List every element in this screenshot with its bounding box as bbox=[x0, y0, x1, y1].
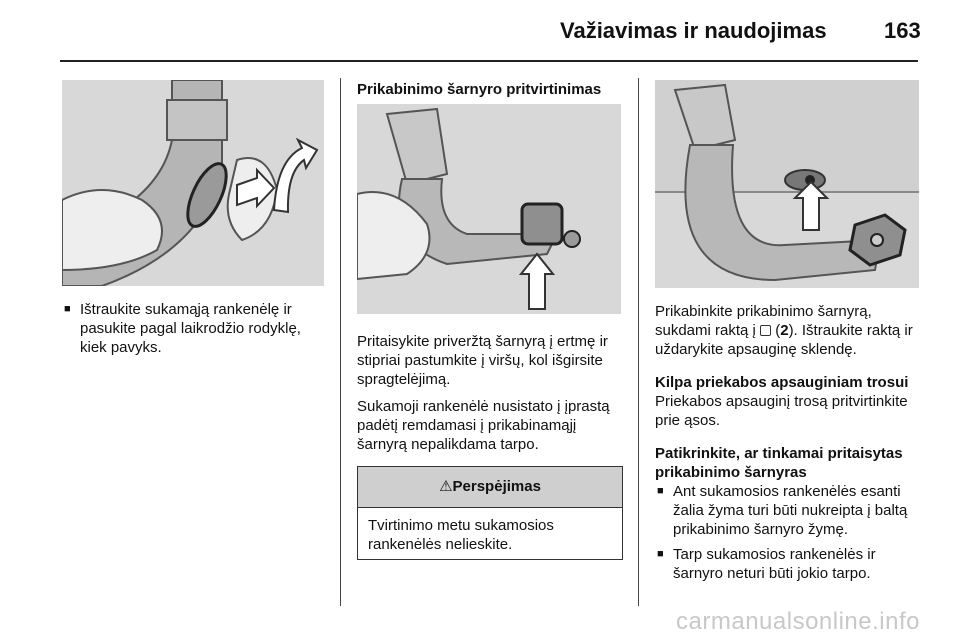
paragraph-rotary-knob: Sukamoji rankenėlė nusistato į įprastą padėtį remdamasi į prikabinamąjį šarnyrą nepalikdama tarpo. bbox=[357, 398, 610, 453]
section-heading-check: Patikrinkite, ar tinkamai pritaisytas prikabinimo šarnyras bbox=[655, 445, 903, 481]
bullet-item bbox=[655, 545, 925, 583]
paragraph-lock-text-2: ). Ištraukite raktą ir uždarykite apsauginę sklendę. bbox=[655, 322, 913, 358]
illustration-lock-ball-coupling bbox=[655, 80, 919, 288]
header-rule bbox=[60, 60, 918, 62]
section-heading-attach: Prikabinimo šarnyro pritvirtinimas bbox=[357, 81, 602, 98]
bullet-square-icon: ■ bbox=[657, 548, 664, 560]
bullet-text: Tarp sukamosios rankenėlės ir šarnyro neturi būti jokio tarpo. bbox=[673, 546, 876, 582]
section-heading-safety-cable: Kilpa priekabos apsauginiam trosui bbox=[655, 374, 909, 391]
warning-header bbox=[358, 467, 622, 508]
illustration-pull-rotary-knob bbox=[62, 80, 324, 286]
bullet-text: Ištraukite sukamąją rankenėlę ir pasukite pagal laikrodžio rodyklę, kiek pavyks. bbox=[80, 301, 301, 356]
bullet-item bbox=[655, 482, 925, 539]
warning-triangle-icon: ⚠ bbox=[439, 478, 453, 495]
watermark: carmanualsonline.info bbox=[676, 608, 920, 635]
paragraph-safety-cable: Priekabos apsauginį trosą pritvirtinkite prie ąsos. bbox=[655, 393, 908, 429]
page-header-title: Važiavimas ir naudojimas bbox=[560, 18, 827, 43]
column-divider-left bbox=[340, 78, 341, 606]
bullet-square-icon: ■ bbox=[64, 303, 71, 315]
bullet-text: Ant sukamosios rankenėlės esanti žalia žyma turi būti nukreipta į baltą prikabinimo šarnyro žymę. bbox=[673, 483, 908, 538]
warning-title: Perspėjimas bbox=[452, 478, 541, 495]
column-2-text bbox=[357, 332, 627, 454]
lock-icon bbox=[760, 325, 771, 336]
bullet-item bbox=[62, 300, 330, 357]
paragraph-lock bbox=[655, 302, 925, 359]
paragraph-lock-paren: ( bbox=[771, 322, 781, 339]
column-3-text bbox=[655, 302, 925, 583]
paragraph-lock-text-1: Prikabinkite prikabinimo šarnyrą, sukdami raktą į bbox=[655, 303, 872, 339]
bullet-square-icon: ■ bbox=[657, 485, 664, 497]
page-number: 163 bbox=[884, 18, 921, 43]
paragraph-lock-number: 2 bbox=[780, 322, 789, 339]
warning-text: Tvirtinimo metu sukamosios rankenėlės nelieskite. bbox=[368, 517, 554, 553]
column-1-text bbox=[62, 300, 330, 357]
warning-box bbox=[357, 466, 623, 560]
paragraph-insert: Pritaisykite priveržtą šarnyrą į ertmę ir stipriai pastumkite į viršų, kol išgirsite spragtelėjimą. bbox=[357, 333, 608, 388]
column-divider-right bbox=[638, 78, 639, 606]
illustration-insert-ball-coupling bbox=[357, 104, 621, 314]
